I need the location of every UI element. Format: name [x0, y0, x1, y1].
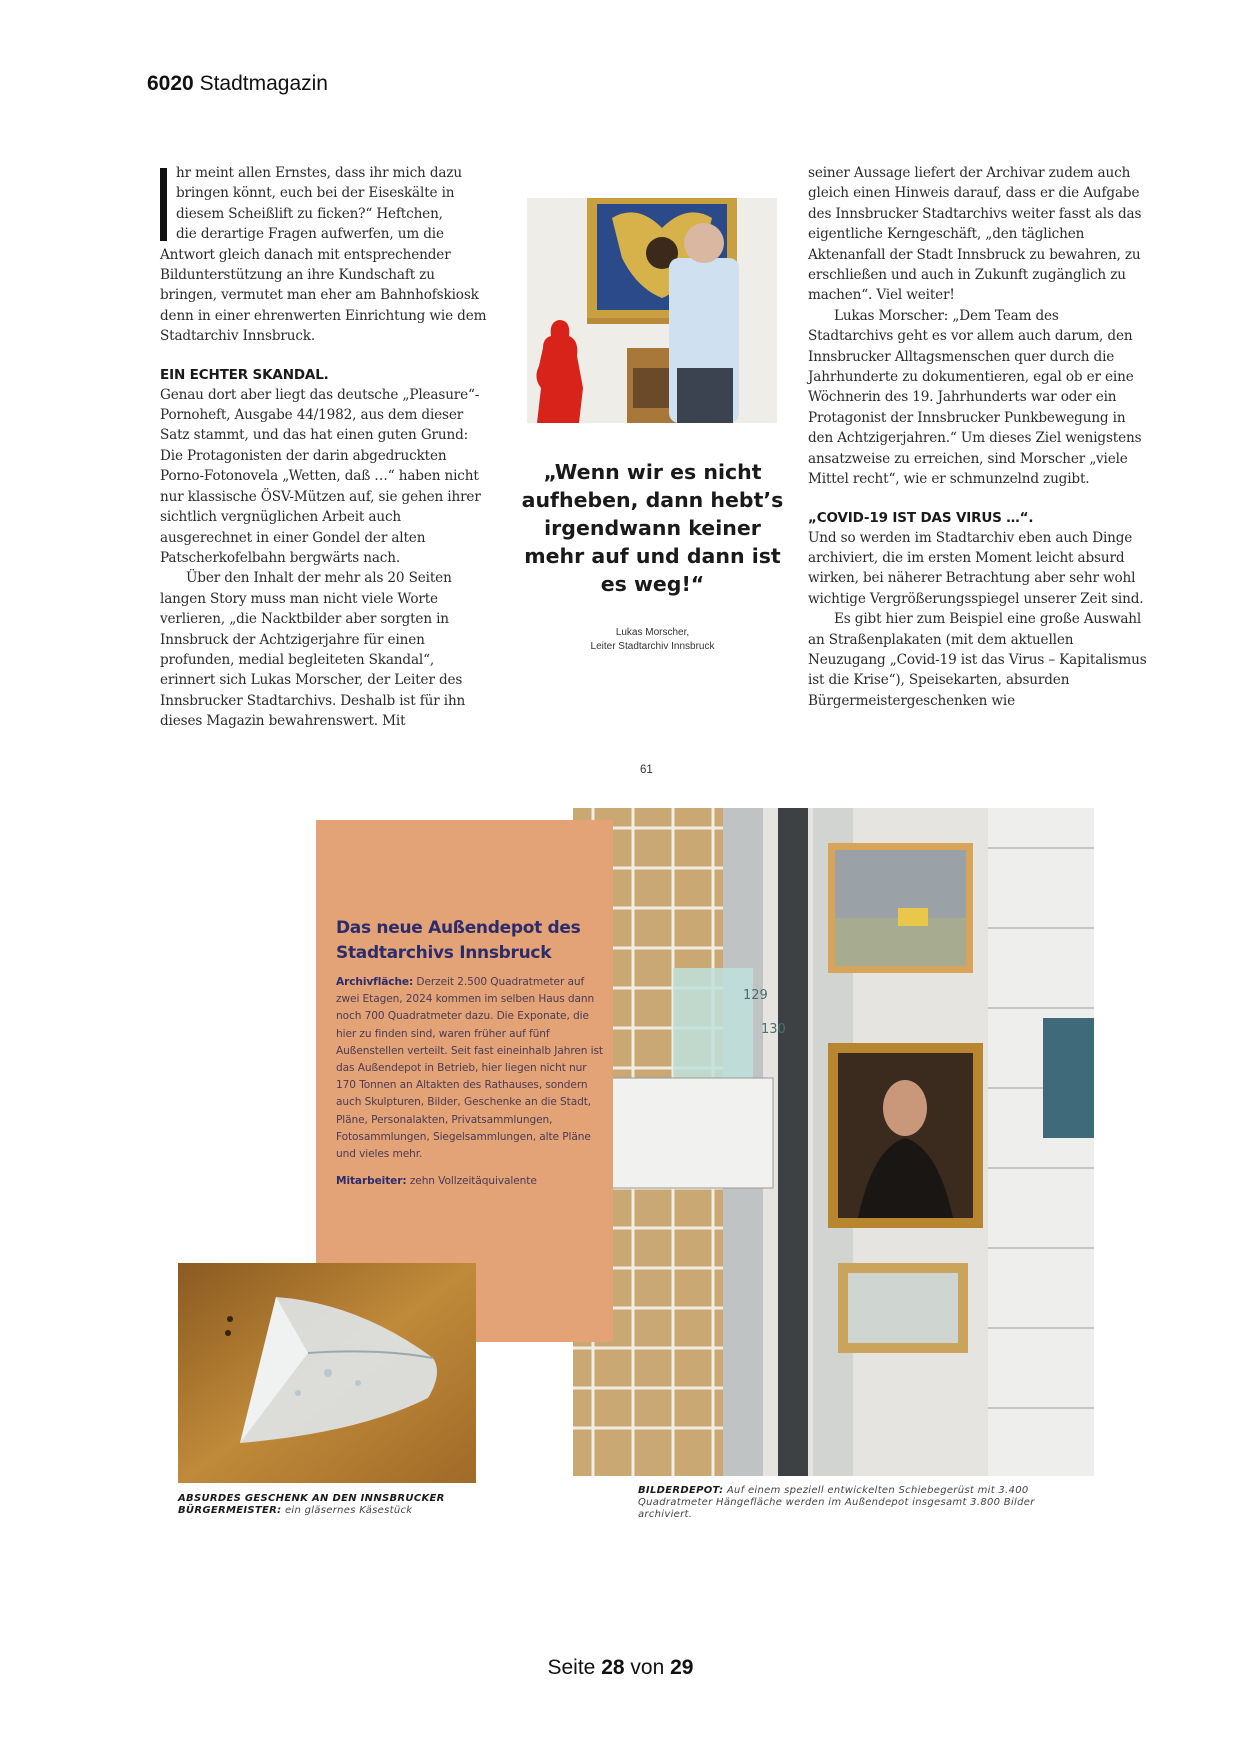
body-paragraph: Über den Inhalt der mehr als 20 Seiten langen Story muss man nicht viele Worte verlieren, „die Nacktbilder aber sorgten in Innsbruck der Achtzigerjahre für einen profunden, medial begleiteten Skandal“, erinnert sich Lukas Morscher, der Leiter des Innsbrucker Stadtarchivs. Deshalb ist für ihn dieses Magazin bewahrenswert. Mit: [160, 570, 466, 730]
infobox-body: [336, 974, 606, 1200]
pull-quote: „Wenn wir es nicht aufheben, dann hebt’s irgendwann keiner mehr auf und dann ist es weg!“: [521, 460, 784, 596]
cheese-illustration: [178, 1263, 476, 1483]
intro-line: die derartige Fragen aufwerfen, um die: [176, 226, 444, 243]
footer-prefix: Seite: [547, 1656, 596, 1679]
intro-paragraph: Antwort gleich danach mit entsprechender Bildunterstützung an ihre Kundschaft zu bringen, vermutet man eher am Bahnhofskiosk denn in einer ehrenwerten Einrichtung wie dem Stadtarchiv Innsbruck.: [160, 246, 487, 345]
article-left-column: [160, 163, 492, 732]
glass-cheese-photo: [178, 1263, 476, 1483]
footer-total-pages: 29: [670, 1656, 694, 1679]
section-heading: „COVID-19 IST DAS VIRUS …“.: [808, 509, 1034, 526]
page-footer: [0, 1656, 1241, 1680]
infobox-area-label: Archivfläche:: [336, 976, 414, 988]
intro-dropcap-lines: [160, 163, 492, 245]
depot-caption-text: Auf einem speziell entwickelten Schiebegerüst mit 3.400 Quadratmeter Hängefläche werden im Außendepot insgesamt 3.800 Bilder archiviert.: [638, 1485, 1035, 1520]
portrait-illustration: [527, 198, 777, 423]
article-right-column: [808, 163, 1148, 711]
body-paragraph: seiner Aussage liefert der Archivar zudem auch gleich einen Hinweis darauf, dass er die Aufgabe des Innsbrucker Stadtarchivs weiter fasst als das eigentliche Kerngeschäft, „den täglichen Aktenanfall der Stadt Innsbruck zu bewahren, zu erschließen und auch in Zukunft zugänglich zu machen“. Viel weiter!: [808, 165, 1142, 304]
document-header: [147, 72, 328, 96]
body-paragraph: Und so werden im Stadtarchiv eben auch Dinge archiviert, die im ersten Moment leicht absurd wirken, bei näherer Betrachtung aber sehr wohl wichtige Vergrößerungsspiegel unserer Zeit sind.: [808, 529, 1144, 607]
infobox-area-text: Derzeit 2.500 Quadratmeter auf zwei Etagen, 2024 kommen im selben Haus dann noch 700 Quadratmeter dazu. Die Exponate, die hier zu finden sind, waren früher auf fünf Außenstellen verteilt. Seit fast eineinhalb Jahren ist das Außendepot in Betrieb, hier liegen nicht nur 170 Tonnen an Altakten des Rathauses, sondern auch Skulpturen, Bilder, Geschenke an die Stadt, Pläne, Personalakten, Privatsammlungen, Fotosammlungen, Siegelsammlungen, alte Pläne und vieles mehr.: [336, 976, 603, 1161]
archive-illustration: [573, 808, 1094, 1476]
cheese-caption-label: ABSURDES GESCHENK AN DEN INNSBRUCKER BÜRGERMEISTER:: [178, 1493, 445, 1516]
magazine-number: 6020: [147, 72, 194, 95]
quote-source-name: Lukas Morscher,: [615, 627, 690, 638]
magazine-page-number: 61: [640, 764, 653, 776]
infobox-staff-text: zehn Vollzeitäquivalente: [409, 1175, 537, 1188]
depot-caption: [638, 1485, 1038, 1521]
infobox-title: Das neue Außendepot des Stadtarchivs Innsbruck: [336, 918, 581, 963]
archive-depot-photo: [573, 808, 1094, 1476]
footer-current-page: 28: [601, 1656, 625, 1679]
section-heading: EIN ECHTER SKANDAL.: [160, 366, 329, 383]
infobox-staff-label: Mitarbeiter:: [336, 1175, 407, 1188]
cheese-caption: [178, 1493, 498, 1517]
magazine-title: Stadtmagazin: [199, 72, 328, 95]
depot-caption-label: BILDERDEPOT:: [638, 1485, 724, 1496]
intro-line: hr meint allen Ernstes, dass ihr mich dazu: [176, 165, 462, 181]
body-paragraph: Es gibt hier zum Beispiel eine große Auswahl an Straßenplakaten (mit dem aktuellen Neuzugang „Covid-19 ist das Virus – Kapitalismus ist die Krise“), Speisekarten, absurden Bürgermeistergeschenken wie: [808, 611, 1147, 709]
infobox-staff: [336, 1173, 606, 1190]
rack-label: 130: [761, 1022, 786, 1037]
quote-attribution: [540, 626, 765, 654]
body-paragraph: Lukas Morscher: „Dem Team des Stadtarchivs geht es vor allem auch darum, den Innsbrucker Alltagsmenschen quer durch die Jahrhunderte zu dokumentieren, egal ob er eine Wöchnerin des 19. Jahrhunderts war oder ein Protagonist der Innsbrucker Punkbewegung in den Achtzigerjahren.“ Um dieses Ziel wenigstens ansatzweise zu erreichen, sind Morscher „viele Mittel recht“, wie er schmunzelnd zugibt.: [808, 307, 1142, 488]
intro-line: bringen könnt, euch bei der Eiseskälte in: [176, 185, 455, 202]
infobox-area: [336, 974, 606, 1163]
quote-source-role: Leiter Stadtarchiv Innsbruck: [590, 641, 715, 652]
cheese-caption-text: ein gläsernes Käsestück: [284, 1505, 413, 1516]
rack-label: 129: [743, 988, 768, 1003]
body-paragraph: Genau dort aber liegt das deutsche „Pleasure“-Pornoheft, Ausgabe 44/1982, aus dem dieser Satz stammt, und das hat einen guten Grund: Die Protagonisten der darin abgedruckten Porno-Fotonovela „Wetten, daß …“ haben nicht nur klassische ÖSV-Mützen auf, sie gehen ihrer sichtlich vergnüglichen Arbeit auch ausgerechnet in einer Gondel der alten Patscherkofelbahn bergwärts nach.: [160, 386, 481, 566]
intro-line: diesem Scheißlift zu ficken?“ Heftchen,: [176, 205, 443, 222]
portrait-photo: [527, 198, 777, 423]
footer-middle: von: [630, 1656, 665, 1679]
